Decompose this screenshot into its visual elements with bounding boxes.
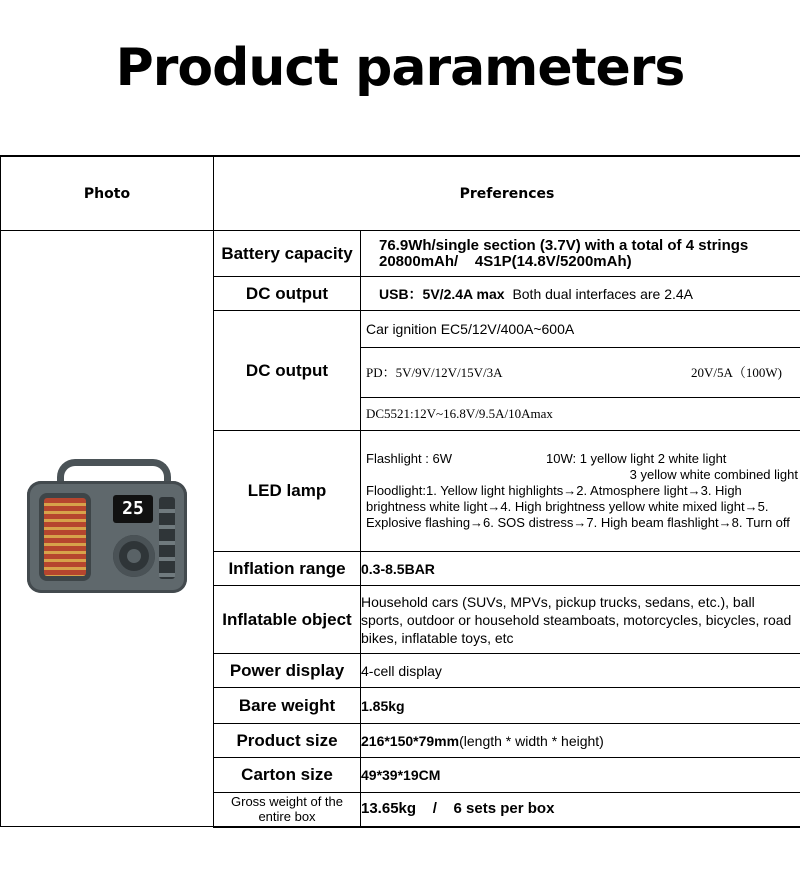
lamp-panel — [39, 493, 91, 581]
warning-label — [44, 498, 86, 576]
table-header-row — [1, 156, 800, 231]
pd-spec-right: 20V/5A（100W) — [691, 364, 782, 380]
control-dial — [113, 535, 155, 577]
usb-note: Both dual interfaces are 2.4A — [512, 285, 693, 302]
combined-light: 3 yellow white combined light — [629, 467, 798, 482]
battery-line2: 20800mAh/ 4S1P(14.8V/5200mAh) — [379, 252, 632, 270]
power-station-image — [27, 459, 187, 599]
power-display-value: 4-cell display — [361, 654, 800, 688]
label-power-display: Power display — [214, 654, 361, 688]
ten-watt-spec: 10W: 1 yellow light 2 white light — [546, 451, 727, 466]
label-dc-output-usb: DC output — [214, 277, 361, 311]
page-title: Product parameters — [115, 38, 685, 98]
pd-spec: PD：5V/9V/12V/15V/3A — [366, 364, 503, 380]
label-gross-weight: Gross weight of the entire box — [214, 793, 361, 827]
label-carton-size: Carton size — [214, 758, 361, 793]
flashlight-spec: Flashlight : 6W — [366, 451, 452, 466]
label-battery: Battery capacity — [214, 231, 361, 277]
product-photo — [1, 231, 214, 827]
usb-spec: USB：5V/2.4A max — [379, 285, 505, 302]
parameters-table — [0, 155, 800, 828]
car-ignition: Car ignition EC5/12V/400A~600A — [361, 311, 800, 348]
inflatable-object-value: Household cars (SUVs, MPVs, pickup trucks, sedans, etc.), ball sports, outdoor or household steamboats, motorcycles, bicycles, road bikes, inflatable toys, etc — [361, 586, 800, 654]
product-size-value: 216*150*79mm — [361, 732, 460, 749]
floodlight-modes: Floodlight:1. Yellow light highlights→2. Atmosphere light→3. High brightness white light→4. High brightness yellow white mixed light→5. Explosive flashing→6. SOS distress→7. High beam flashlight→8. Turn off — [366, 483, 790, 530]
ports — [159, 497, 175, 579]
label-dc-output: DC output — [214, 311, 361, 431]
label-led: LED lamp — [214, 431, 361, 552]
header-preferences: Preferences — [214, 156, 800, 231]
inflation-value: 0.3-8.5BAR — [361, 552, 800, 586]
device-display: 25 — [113, 495, 153, 523]
row-battery — [1, 231, 800, 277]
carton-size-value: 49*39*19CM — [361, 758, 800, 793]
dc5521-spec: DC5521:12V~16.8V/9.5A/10Amax — [366, 406, 553, 421]
header-photo: Photo — [1, 156, 214, 231]
bare-weight-value: 1.85kg — [361, 688, 800, 724]
gross-weight-value: 13.65kg / 6 sets per box — [361, 793, 800, 827]
label-inflatable-object: Inflatable object — [214, 586, 361, 654]
product-size-note: (length * width * height) — [459, 732, 604, 749]
label-inflation: Inflation range — [214, 552, 361, 586]
label-product-size: Product size — [214, 724, 361, 758]
label-bare-weight: Bare weight — [214, 688, 361, 724]
battery-line1: 76.9Wh/single section (3.7V) with a total of 4 strings — [379, 236, 749, 254]
device-body — [27, 481, 187, 593]
